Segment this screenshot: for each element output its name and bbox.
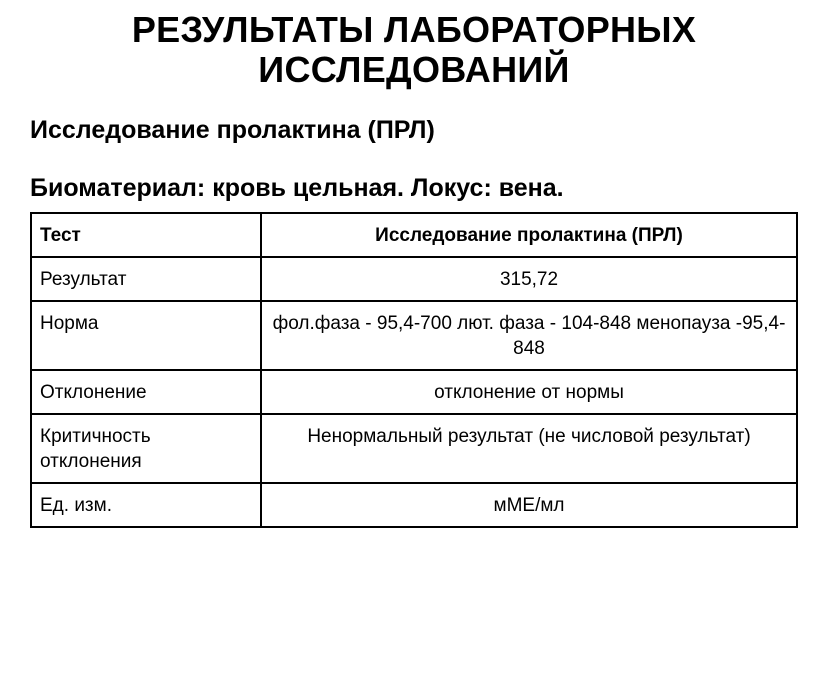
row-value: 315,72 [261,257,797,301]
table-row-deviation [31,370,797,414]
page-title [0,10,828,90]
table-header-row [31,213,797,257]
biomaterial-heading: Биоматериал: кровь цельная. Локус: вена. [30,174,564,202]
header-cell-label: Тест [31,213,261,257]
row-label: Отклонение [31,370,261,414]
table-row-units [31,483,797,527]
page-title-line-2: ИССЛЕДОВАНИЙ [258,49,570,90]
header-cell-value: Исследование пролактина (ПРЛ) [261,213,797,257]
page-title-line-1: РЕЗУЛЬТАТЫ ЛАБОРАТОРНЫХ [131,9,697,50]
row-value: фол.фаза - 95,4-700 лют. фаза - 104-848 менопауза -95,4-848 [261,301,797,370]
row-value: отклонение от нормы [261,370,797,414]
row-value: Ненормальный результат (не числовой результат) [261,414,797,483]
row-value: мМЕ/мл [261,483,797,527]
table-row-norm [31,301,797,370]
row-label: Ед. изм. [31,483,261,527]
row-label: Норма [31,301,261,370]
table-row-criticality [31,414,797,483]
test-name-heading: Исследование пролактина (ПРЛ) [30,116,435,144]
row-label: Результат [31,257,261,301]
results-table [30,212,798,528]
table-row-result [31,257,797,301]
row-label: Критичность отклонения [31,414,261,483]
